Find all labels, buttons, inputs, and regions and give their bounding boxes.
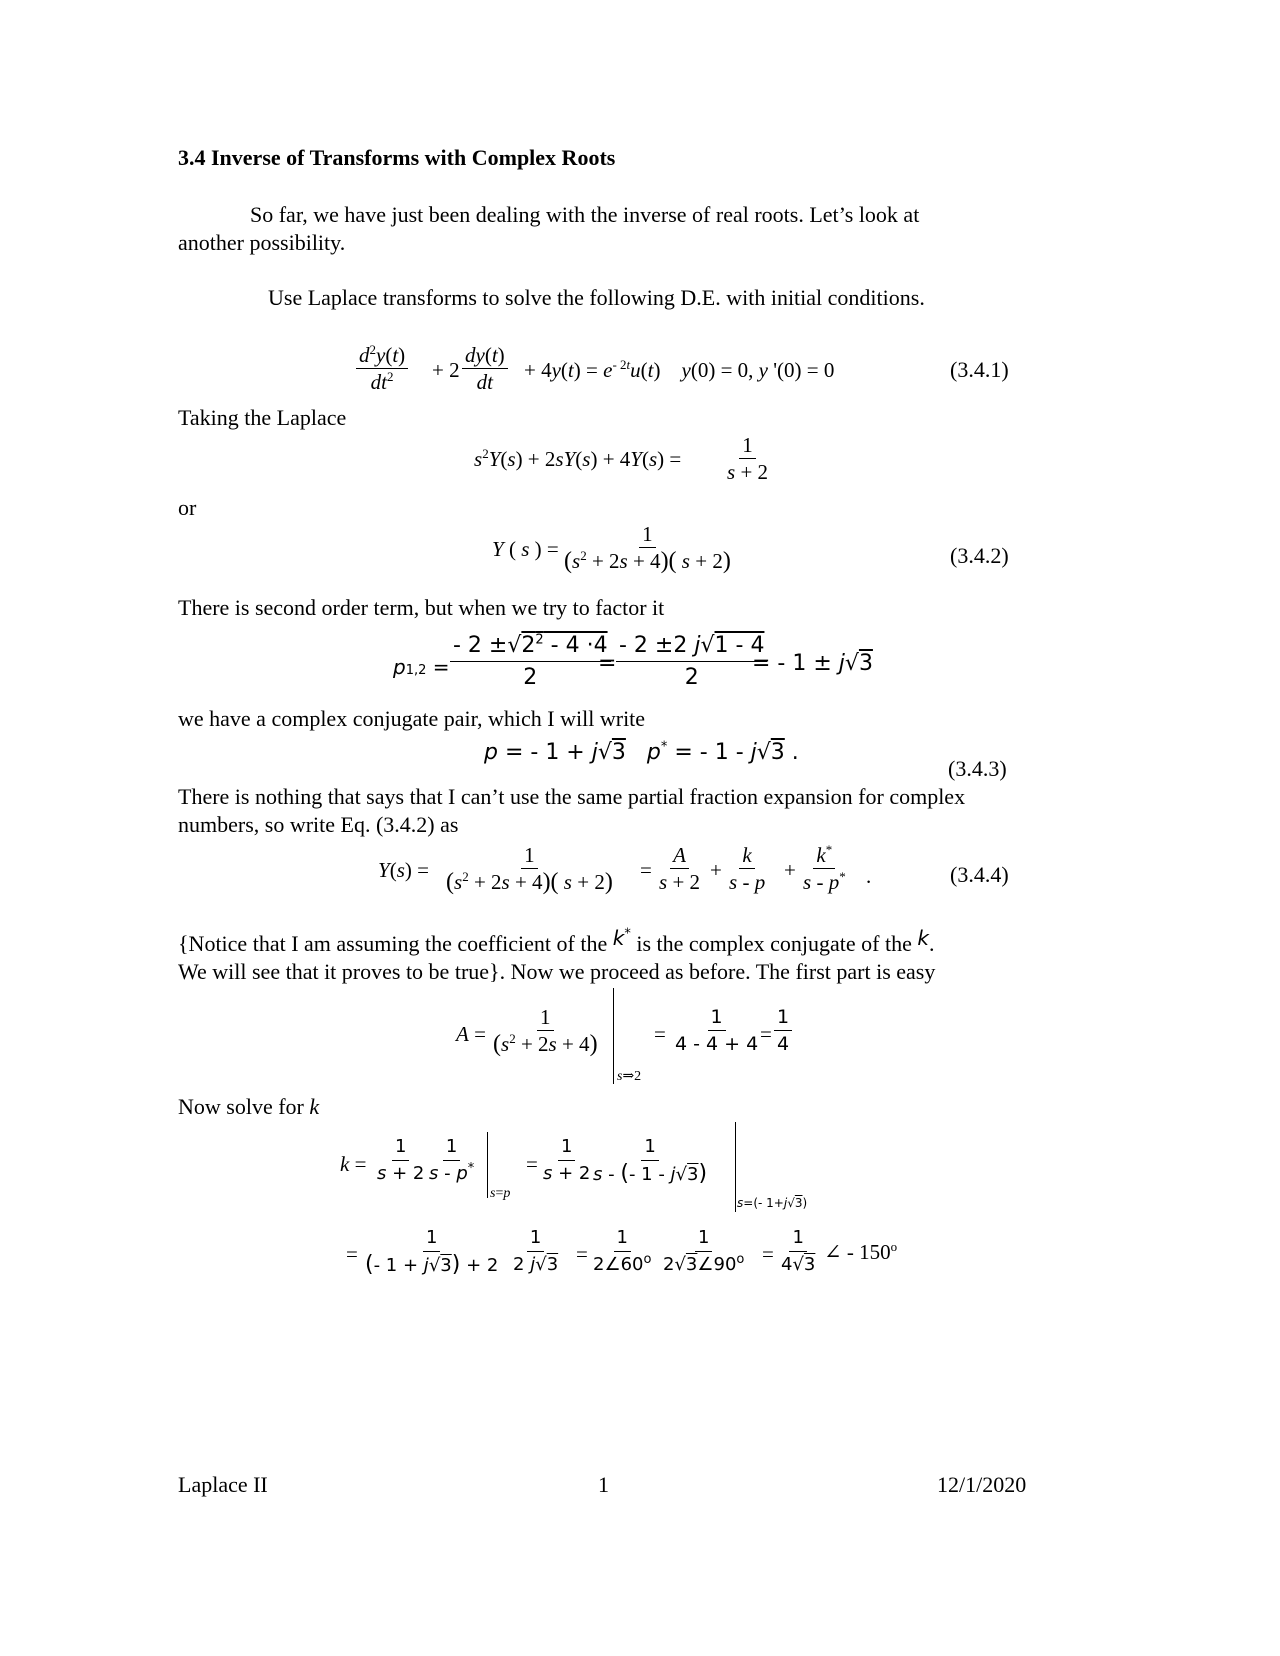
footer-title: Laplace II	[178, 1472, 268, 1497]
nothing-says-line-2: numbers, so write Eq. (3.4.2) as	[178, 812, 459, 837]
notice-line-1: {Notice that I am assuming the coefficient of the k* is the complex conjugate of the k.	[178, 926, 935, 956]
page-number: 1	[598, 1472, 609, 1497]
section-title: 3.4 Inverse of Transforms with Complex Roots	[178, 145, 616, 170]
now-solve-text: Now solve for k	[178, 1094, 320, 1119]
notice-line-2: We will see that it proves to be true}. Now we proceed as before. The first part is easy	[178, 959, 936, 984]
equation-number: (3.4.1)	[950, 357, 1009, 382]
problem-statement: Use Laplace transforms to solve the following D.E. with initial conditions.	[268, 285, 925, 310]
second-order-text: There is second order term, but when we try to factor it	[178, 595, 665, 620]
intro-line-1: So far, we have just been dealing with the inverse of real roots. Let’s look at	[250, 202, 920, 227]
taking-laplace-text: Taking the Laplace	[178, 405, 347, 430]
d2y-fraction: $\frac{d^2y(t)}{dt^2}$	[356, 343, 408, 394]
dy-fraction: $\frac{dy(t)}{dt}$	[462, 343, 508, 394]
equation-number: (3.4.2)	[950, 543, 1009, 568]
footer-date: 12/1/2020	[937, 1472, 1027, 1497]
document-page: 3.4 Inverse of Transforms with Complex Roots So far, we have just been dealing with the inverse of real roots. Let’s look at another possibility. Use Laplace transforms to solve the following D.E. with initial conditions. $\frac{d^2y(t)}{dt^2}$ + 2 $\frac{dy(t)}{dt}$ + $4y(t) = e^{- 2t}u(t)$ y(0) = 0, y '(0) = 0 (3.4.1) Taking the Laplace $s^2Y(s) + 2sY(s) + 4Y(s)$ = $\frac{1}{s + 2}$ or Y ( s ) = $\frac{1}{(s^2 + 2s + 4)( s + 2)}$ (3.4.2) There is second order term, but when we try to factor it p1,2 = $\frac{- 2 \pm√2^2 - 4 \cdot 4}{2}$ = $\frac{- 2 \pm 2 j√1 - 4}{2}$ = - 1 ± j√3 we have a complex conjugate pair, which I will write p = - 1 + j√3 p* = - 1 - j√3 . (3.4.3) There is nothing that says that I can’t use the same partial fraction expansion for complex numbers, so write Eq. (3.4.2) as Y(s) = $\frac{1}{(s^2 + 2s + 4)( s + 2)}$ = $\frac{A}{s + 2}$ + $\frac{k}{s - p}$ + $\frac{k^*}{s - p^*}$ . (3.4.4) {Notice that I am assuming the coefficient of the k* is the complex conjugate of the k. We will see that it proves to be true}. Now we proceed as before. The first part is easy A = $\frac{1}{(s^2 + 2s + 4)}$ s⇒2 = $\frac{1}{4 - 4 + 4}$ = $\frac{1}{4}$ Now solve for k k = $\frac{1}{s + 2}$ $\frac{1}{s - p^*}$ s=p = $\frac{1}{s + 2}$ $\frac{1}{s - (- 1 - j√3)}$ s=(- 1+j√3) = $\frac{1}{(- 1 + j√3) + 2}$ $\frac{1}{2 j√3}$ = $\frac{1}{2\angle 60^o}$ $\frac{1}{2√3\angle 90^o}$ = $\frac{1}{4√3}$ ∠ - 150$^o$ Laplace II 1 12/1/2020	[0, 0, 1280, 1656]
conjugate-pair-text: we have a complex conjugate pair, which I will write	[178, 706, 646, 731]
intro-line-2: another possibility.	[178, 230, 346, 255]
equation-number: (3.4.4)	[950, 862, 1009, 887]
rhs-forcing: + $4y(t) = e^{- 2t}u(t)$ y(0) = 0, y '(0) = 0	[524, 357, 835, 382]
or-text: or	[178, 495, 197, 520]
equation-number: (3.4.3)	[948, 756, 1007, 781]
plus-2: + 2	[432, 358, 460, 382]
nothing-says-line-1: There is nothing that says that I can’t use the same partial fraction expansion for complex	[178, 784, 966, 809]
